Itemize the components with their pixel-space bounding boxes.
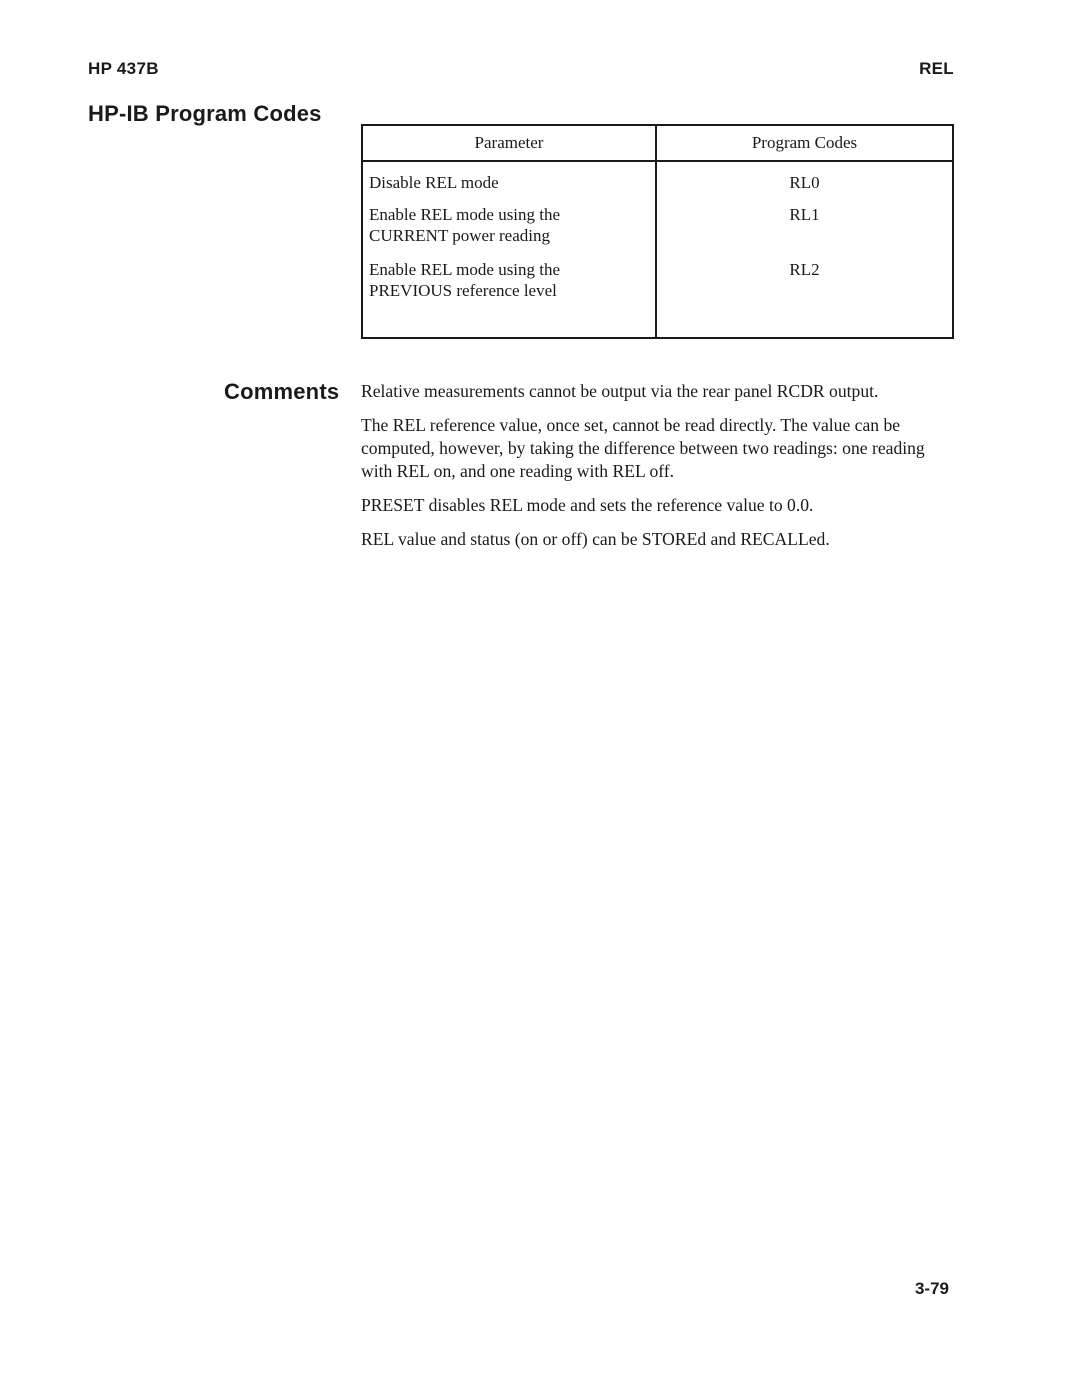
parameter-line: PREVIOUS reference level [369,281,557,300]
comment-paragraph: PRESET disables REL mode and sets the reference value to 0.0. [361,495,814,515]
header-section: REL [919,59,954,78]
page-number: 3-79 [914,1279,949,1298]
parameter-line: Enable REL mode using the [369,260,561,279]
program-codes-table [361,124,954,339]
table-row [362,161,953,195]
parameter-line: Disable REL mode [369,173,499,192]
parameter-line: Enable REL mode using the [369,205,561,224]
code-cell: RL2 [789,260,820,279]
comment-paragraph: The REL reference value, once set, cannot be read directly. The value can be computed, however, by taking the difference between two readings: one reading with REL on, and one reading with REL off. [361,415,925,481]
parameter-cell [362,250,656,338]
column-header-program-codes: Program Codes [656,125,953,161]
comments-body [361,380,936,562]
parameter-cell [362,161,656,195]
parameter-line: CURRENT power reading [369,226,550,245]
code-cell: RL1 [789,205,820,224]
table-row [362,195,953,250]
comment-paragraph: REL value and status (on or off) can be STOREd and RECALLed. [361,529,830,549]
code-cell: RL0 [789,173,820,192]
table-row [362,250,953,338]
column-header-parameter: Parameter [362,125,656,161]
comment-paragraph: Relative measurements cannot be output via the rear panel RCDR output. [361,381,879,401]
parameter-cell [362,195,656,250]
comments-heading: Comments [224,379,340,404]
header-model: HP 437B [88,59,159,78]
program-codes-heading: HP-IB Program Codes [88,101,322,126]
table-header-row [362,125,953,161]
